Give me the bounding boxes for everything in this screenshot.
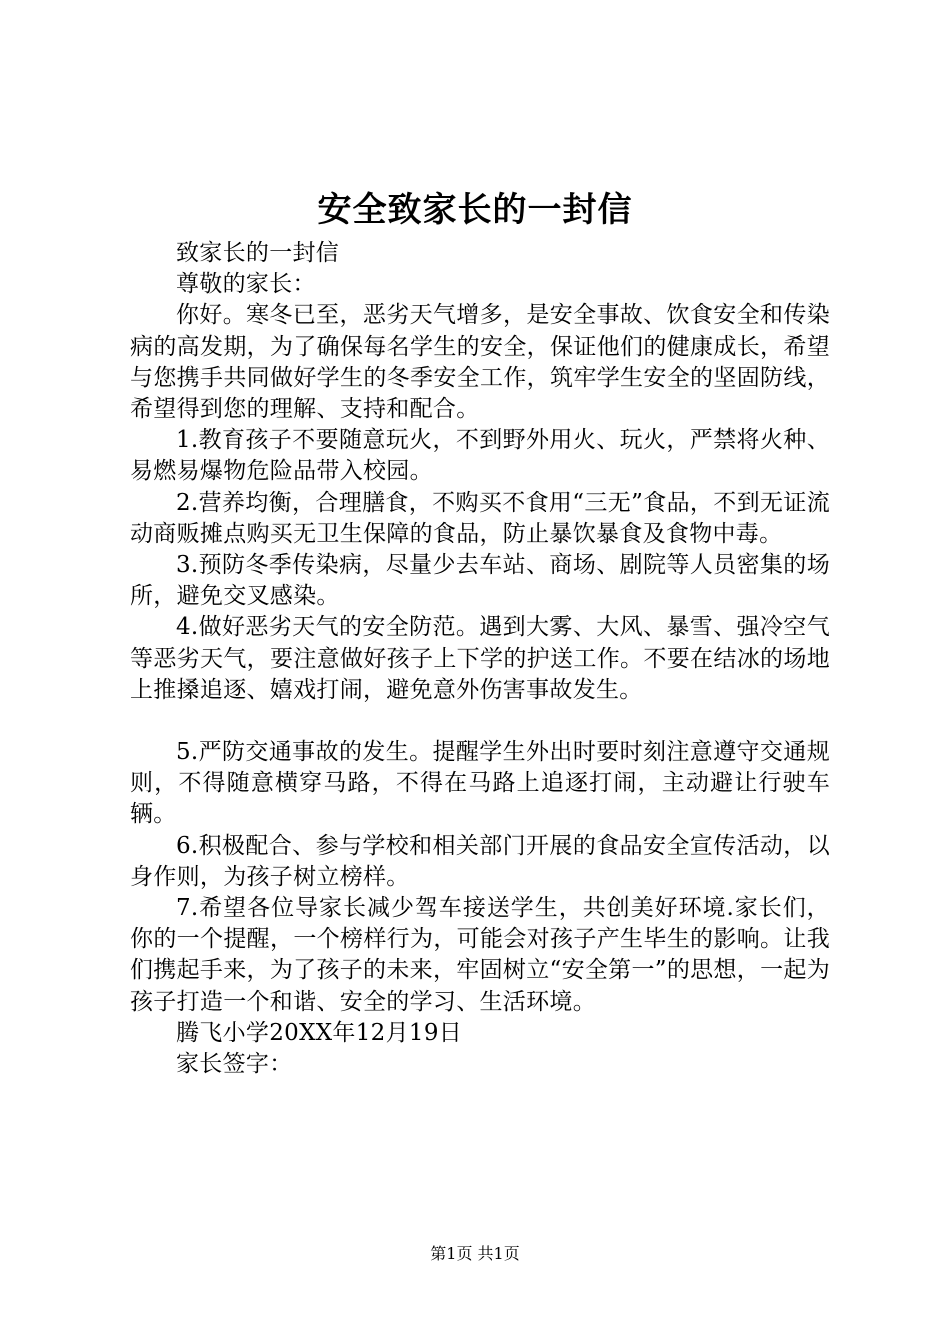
letter-item-1: 1.教育孩子不要随意玩火，不到野外用火、玩火，严禁将火种、易燃易爆物危险品带入校园。 (130, 427, 830, 485)
letter-item-2: 2.营养均衡，合理膳食，不购买不食用“三无”食品，不到无证流动商贩摊点购买无卫生保障的食品，防止暴饮暴食及食物中毒。 (130, 489, 830, 547)
letter-item-3: 3.预防冬季传染病，尽量少去车站、商场、剧院等人员密集的场所，避免交叉感染。 (130, 552, 830, 610)
letter-item-4: 4.做好恶劣天气的安全防范。遇到大雾、大风、暴雪、强冷空气等恶劣天气，要注意做好孩子上下学的护送工作。不要在结冰的场地上推搡追逐、嬉戏打闹，避免意外伤害事故发生。 (130, 614, 830, 703)
parent-signature-label: 家长签字： (176, 1051, 293, 1078)
letter-signoff: 腾飞小学20XX年12月19日 (176, 1019, 463, 1046)
letter-item-5: 5.严防交通事故的发生。提醒学生外出时要时刻注意遵守交通规则，不得随意横穿马路，不得在马路上追逐打闹，主动避让行驶车辆。 (130, 739, 830, 828)
letter-body (130, 238, 830, 1080)
letter-item-7: 7.希望各位导家长减少驾车接送学生，共创美好环境.家长们，你的一个提醒，一个榜样行为，可能会对孩子产生毕生的影响。让我们携起手来，为了孩子的未来，牢固树立“安全第一”的思想，一起为孩子打造一个和谐、安全的学习、生活环境。 (130, 895, 830, 1015)
page-number-footer: 第1页 共1页 (430, 1244, 520, 1263)
letter-item-6: 6.积极配合、参与学校和相关部门开展的食品安全宣传活动，以身作则，为孩子树立榜样。 (130, 832, 830, 890)
document-title: 安全致家长的一封信 (317, 190, 633, 230)
letter-intro: 你好。寒冬已至，恶劣天气增多，是安全事故、饮食安全和传染病的高发期，为了确保每名学生的安全，保证他们的健康成长，希望与您携手共同做好学生的冬季安全工作，筑牢学生安全的坚固防线，希望得到您的理解、支持和配合。 (130, 302, 830, 423)
letter-subtitle: 致家长的一封信 (176, 240, 340, 266)
letter-salutation: 尊敬的家长： (176, 271, 316, 298)
